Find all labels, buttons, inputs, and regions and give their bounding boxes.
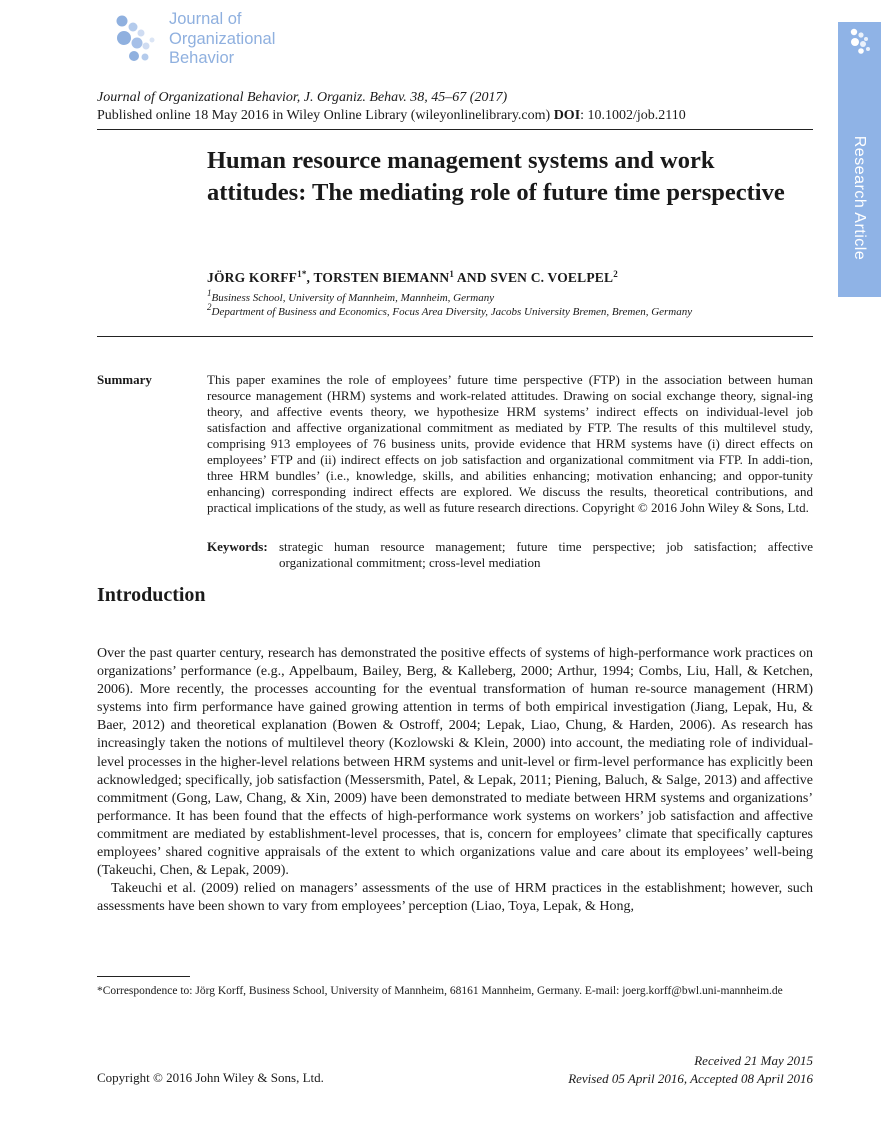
affiliation (207, 302, 693, 319)
author-separator: AND (454, 270, 491, 285)
affiliation-text: Department of Business and Economics, Focus Area Diversity, Jacobs University Bremen, Bremen, Germany (211, 306, 693, 318)
affiliation (207, 288, 495, 305)
author-separator: , (306, 270, 314, 285)
doi-value: : 10.1002/job.2110 (580, 108, 686, 123)
journal-logo-text (169, 10, 275, 69)
logo-line-1: Journal of (169, 10, 242, 28)
header-rule (97, 129, 813, 130)
correspondence-footnote: *Correspondence to: Jörg Korff, Business School, University of Mannheim, 68161 Mannheim, Germany. E-mail: joerg.korff@bwl.uni-mannheim.de (97, 985, 783, 997)
journal-logo (112, 10, 312, 70)
keywords-label: Keywords: (207, 539, 268, 554)
revised-accepted-date: Revised 05 April 2016, Accepted 08 April 2016 (568, 1071, 813, 1086)
logo-line-2: Organizational (169, 29, 276, 48)
affiliation-mark: 2 (207, 302, 212, 312)
introduction-body (97, 645, 813, 916)
affiliation-mark: 1 (207, 288, 212, 298)
logo-line-3: Behavior (169, 49, 235, 67)
article-title: Human resource management systems and work attitudes: The mediating role of future time perspective (207, 147, 785, 206)
journal-citation: Journal of Organizational Behavior, J. Organiz. Behav. 38, 45–67 (2017) (97, 90, 508, 105)
publication-info (97, 107, 813, 125)
title-rule (97, 336, 813, 337)
citation-block (97, 89, 813, 125)
introduction-heading: Introduction (97, 584, 206, 606)
author-name: SVEN C. VOELPEL (490, 270, 614, 285)
article-type-tab (838, 22, 881, 297)
copyright-notice: Copyright © 2016 John Wiley & Sons, Ltd. (97, 1070, 324, 1085)
paragraph: Takeuchi et al. (2009) relied on managers’ assessments of the use of HRM practices in the establishment; however, such assessments have been shown to vary from employees’ perception (Liao, Toya, Lepak, & Hong, (97, 881, 813, 915)
author-affiliation-mark: 1* (297, 269, 307, 279)
affiliation-text: Business School, University of Mannheim, Mannheim, Germany (211, 292, 495, 304)
author-affiliation-mark: 1 (449, 269, 455, 279)
journal-dots-icon (845, 22, 875, 58)
keywords-text: strategic human resource management; future time perspective; job satisfaction; affective organizational commitment; cross-level mediation (279, 539, 813, 570)
doi-label: DOI (553, 108, 581, 123)
author-affiliation-mark: 2 (613, 269, 618, 279)
received-date: Received 21 May 2015 (694, 1053, 813, 1068)
received-dates (568, 1052, 813, 1088)
summary-text: This paper examines the role of employees’ future time perspective (FTP) in the association between human resource management (HRM) systems and work-related attitudes. Drawing on social exchange theory, signal-ing theory, and affective events theory, we hypothesize HRM systems’ indirect effects on individual-level job satisfaction and affective organizational commitment as mediated by FTP. The results of this multilevel study, comprising 913 employees of 76 business units, provide evidence that HRM systems have (i) direct effects on employees’ FTP and (ii) indirect effects on job satisfaction and organizational commitment via FTP. In addi-tion, three HRM bundles’ (i.e., knowledge, skills, and abilities enhancing; motivation enhancing; and oppor-tunity enhancing) corresponding indirect effects are explored. We discuss the results, theoretical contributions, and practical implications of the study, as well as future research directions. Copyright © 2016 John Wiley & Sons, Ltd. (207, 372, 813, 515)
author-list (207, 270, 618, 286)
article-type-label: Research Article (851, 135, 868, 261)
journal-logo-icon (112, 12, 164, 64)
paragraph: Over the past quarter century, research has demonstrated the positive effects of systems of high-performance work practices on organizations’ performance (e.g., Appelbaum, Bailey, Berg, & Kalleberg, 2000; Arthur, 1994; Combs, Liu, Hall, & Ketchen, 2006). More recently, the processes accounting for the eventual transformation of human re-source management (HRM) systems into firm performance have gained growing attention in terms of both empirical investigation (Jiang, Lepak, Hu, & Baer, 2012) and theoretical explanation (Bowen & Ostroff, 2004; Lepak, Liao, Chung, & Harden, 2006). As research has increasingly taken the notions of multilevel theory (Kozlowski & Klein, 2000) into account, the mediating role of individual-level processes in the higher-level relations between HRM systems and unit-level or firm-level performance has explicitly been acknowledged; specifically, job satisfaction (Messersmith, Patel, & Lepak, 2011; Piening, Baluch, & Salge, 2013) and affective commitment (Gong, Law, Chang, & Xin, 2009) have been demonstrated to mediate between HRM systems and organizations’ performance. It has been found that the effects of high-performance work systems on workers’ job satisfaction and affective commitment are mediated by establishment-level processes, that is, concern for employees’ climate that specifically captures employees’ shared cognitive appraisals of the extent to which organizations value and care about its employees’ well-being (Takeuchi, Chen, & Lepak, 2009). (97, 646, 813, 879)
author-name: JÖRG KORFF (207, 270, 298, 285)
footnote-rule (97, 976, 190, 977)
summary-heading: Summary (97, 372, 152, 387)
published-online: Published online 18 May 2016 in Wiley Online Library (wileyonlinelibrary.com) (97, 108, 551, 123)
author-name: TORSTEN BIEMANN (313, 270, 450, 285)
